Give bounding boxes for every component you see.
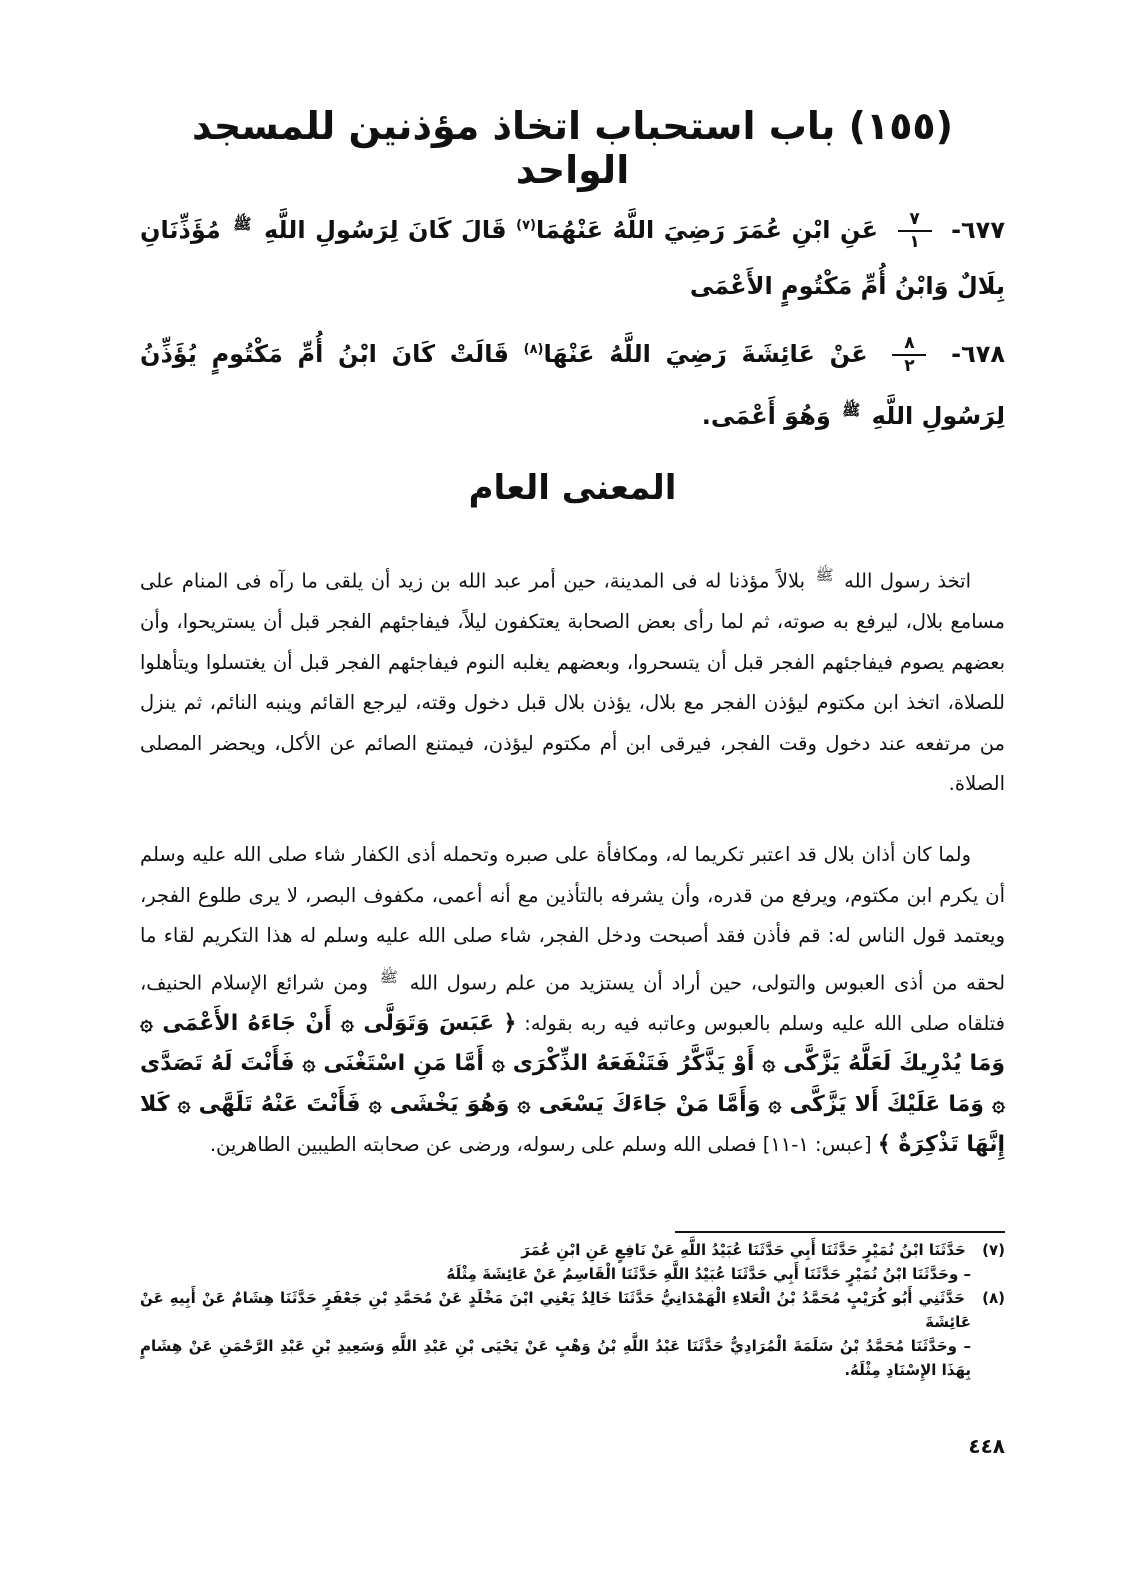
footnote-reference[interactable]: (٨): [523, 342, 544, 357]
paragraph-text: بلالاً مؤذنا له فى المدينة، حين أمر عبد الله بن زيد أن يلقى ما رآه فى المنام على مسامع بلال، ليرفع به صوته، ثم لما رأى بعض الصحابة يعتكفون ليلاً، فيفاجئهم الفجر قبل أن يستريحوا، وأن بعضهم يصوم فيفاجئهم الفجر قبل أن يتسحروا، وبعضهم يغلبه النوم فيفاجئهم الفجر قبل أن يغتسلوا ويتأهلوا للصلاة، اتخذ ابن مكتوم ليؤذن الفجر مع بلال، يؤذن بلال قبل دخول وقته، ليرجع القائم وينبه النائم، ثم ينزل من مرتفعه عند دخول وقت الفجر، فيرقى ابن أم مكتوم ليؤذن، فيمتنع الصائم عن الأكل، ويحضر المصلى الصلاة.: [140, 569, 1005, 795]
salla-allahu-alayhi-wasallam-icon: ﷺ: [233, 215, 252, 233]
section-heading: المعنى العام: [468, 468, 677, 508]
book-page: [140, 0, 1005, 1577]
hadith-text: عَنْ عَائِشَةَ رَضِيَ اللَّهُ عَنْهَا: [543, 340, 868, 368]
footnote-text: حَدَّثَنَا ابْنُ نُمَيْرٍ حَدَّثَنَا أَبِي حَدَّثَنَا عُبَيْدُ اللَّهِ عَنْ نَافِعٍ عَنِ ابْنِ عُمَرَ: [521, 1241, 966, 1259]
footnote-7: [140, 1238, 1005, 1262]
paragraph-text: ومن شرائع الإسلام الحنيف، فتلقاه صلى الله عليه وسلم بالعبوس وعاتبه فيه ربه بقوله:: [140, 971, 1005, 1035]
page-number: ٤٤٨: [968, 1434, 1005, 1458]
hadith-text: عَنِ ابْنِ عُمَرَ رَضِيَ اللَّهُ عَنْهُمَا: [535, 216, 878, 244]
fraction-numerator: ٧: [909, 209, 920, 229]
chapter-title: (١٥٥) باب استحباب اتخاذ مؤذنين للمسجد الواحد: [191, 104, 953, 192]
footnote-continuation: – وحَدَّثَنَا ابْنُ نُمَيْرٍ حَدَّثَنَا أَبِي حَدَّثَنَا عُبَيْدُ اللَّهِ حَدَّثَنَا الْقَاسِمُ عَنْ عَائِشَةَ مِثْلَهُ: [446, 1265, 971, 1283]
hadith-text: مُؤَذِّنَانِ بِلَالٌ وَابْنُ أُمِّ مَكْتُومٍ الأَعْمَى: [140, 216, 1005, 300]
footnote-divider: [675, 1231, 1005, 1233]
hadith-number: ٦٧٧-: [951, 216, 1005, 244]
footnote-continuation: – وحَدَّثَنَا مُحَمَّدُ بْنُ سَلَمَةَ الْمُرَادِيُّ حَدَّثَنَا عَبْدُ اللَّهِ بْنُ وَهْبٍ عَنْ يَحْيَى بْنِ عَبْدِ اللَّهِ وَسَعِيدِ بْنِ عَبْدِ الرَّحْمَنِ عَنْ هِشَامٍ بِهَذَا الإِسْنَادِ مِثْلَهُ.: [140, 1337, 971, 1379]
hadith-677: [140, 196, 1005, 314]
hadith-number: ٦٧٨-: [951, 340, 1006, 368]
body-paragraph: [140, 555, 1005, 805]
quran-citation: [عبس: ١-١١]: [762, 1133, 872, 1156]
hadith-678: [140, 326, 1005, 444]
hadith-text: قَالَ كَانَ لِرَسُولِ اللَّهِ: [263, 216, 507, 244]
footnote-label: (٧): [982, 1241, 1005, 1259]
paragraph-text: فصلى الله وسلم على رسوله، ورضى عن صحابته الطيبين الطاهرين.: [209, 1133, 757, 1156]
body-paragraph: [140, 835, 1005, 1166]
hadith-text: قَالَتْ كَانَ ابْنُ أُمِّ مَكْتُومٍ يُؤَذِّنُ لِرَسُولِ اللَّهِ: [140, 340, 1005, 430]
fraction-denominator: ٢: [904, 356, 915, 376]
footnote-label: (٨): [982, 1289, 1005, 1307]
salla-allahu-alayhi-wasallam-icon: ﷺ: [379, 967, 398, 986]
footnote-reference[interactable]: (٧): [516, 218, 536, 233]
quran-verses: ﴿ عَبَسَ وَتَوَلَّى ۞ أَنْ جَاءَهُ الأَعْمَى ۞ وَمَا يُدْرِيكَ لَعَلَّهُ يَزَّكَّى ۞ أَوْ يَذَّكَّرُ فَتَنْفَعَهُ الذِّكْرَى ۞ أَمَّا مَنِ اسْتَغْنَى ۞ فَأَنْتَ لَهُ تَصَدَّى ۞ وَمَا عَلَيْكَ أَلا يَزَّكَّى ۞ وَأَمَّا مَنْ جَاءَكَ يَسْعَى ۞ وَهُوَ يَخْشَى ۞ فَأَنْتَ عَنْهُ تَلَهَّى ۞ كَلا إِنَّهَا تَذْكِرَةٌ ﴾: [140, 1010, 1005, 1157]
footnotes-section: [140, 1238, 1005, 1382]
fraction-numerator: ٨: [904, 333, 915, 353]
hadith-fraction-marker: [892, 335, 926, 375]
hadith-fraction-marker: [898, 211, 932, 251]
footnote-text: حَدَّثَنِي أَبُو كُرَيْبٍ مُحَمَّدُ بْنُ الْعَلاءِ الْهَمْدَانِيُّ حَدَّثَنَا خَالِدٌ يَعْنِي ابْنَ مَخْلَدٍ عَنْ مُحَمَّدِ بْنِ جَعْفَرٍ حَدَّثَنَا هِشَامٌ عَنْ أَبِيهِ عَنْ عَائِشَةَ: [140, 1289, 971, 1331]
paragraph-text: اتخذ رسول الله: [844, 569, 972, 593]
hadith-text: وَهُوَ أَعْمَى.: [701, 402, 831, 430]
paragraph-text: ولما كان أذان بلال قد اعتبر تكريما له، ومكافأة على صبره وتحمله أذى الكفار شاء صلى الله عليه وسلم أن يكرم ابن مكتوم، ويرفع من قدره، وأن يشرفه بالتأذين مع أنه أعمى، مكفوف البصر، لا يرى طلوع الفجر، ويعتمد قول الناس له: قم فأذن فقد أصبحت ودخل الفجر، شاء صلى الله عليه وسلم له هذا التكريم لقاء ما لحقه من أذى العبوس والتولى، حين أراد أن يستزيد من علم رسول الله: [140, 843, 1006, 994]
salla-allahu-alayhi-wasallam-icon: ﷺ: [815, 566, 834, 584]
footnote-8: [140, 1286, 1005, 1334]
salla-allahu-alayhi-wasallam-icon: ﷺ: [842, 401, 861, 419]
fraction-denominator: ١: [909, 232, 920, 252]
